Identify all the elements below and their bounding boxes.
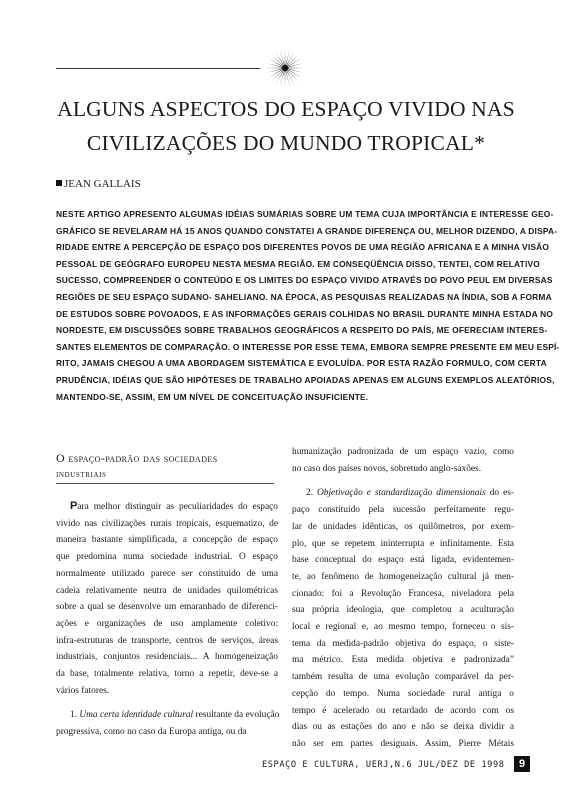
square-bullet-icon [56,180,62,186]
abstract-line: REGIÕES DE SEU ESPAÇO SUDANO- SAHELIANO. NA ÉPOCA, AS PESQUISAS REALIZADAS NA ÍNDIA, SOB A FORMA [56,291,552,302]
abstract-line: NORDESTE, EM DISCUSSÕES SOBRE TRABALHOS GEOGRÁFICOS A RESPEITO DO PAÍS, ME OFERECIAM INTERES- [56,325,548,336]
abstract-line: RIDADE ENTRE A PERCEPÇÃO DE ESPAÇO DOS DIFERENTES POVOS DE UMA REGIÃO AFRICANA E A MINHA VISÃO [56,242,550,253]
text-line: também resulta de uma evolução comparável da per- [292,672,514,683]
text-line: humanização padronizada de um espaço vazio, como [292,447,514,457]
text-line: sua própria ideologia, que completou a aculturação [292,605,514,616]
paragraph-first-line: 2. Objetivação e standardização dimensionais do es- [306,488,514,499]
right-column [292,444,514,753]
paragraph-body [292,502,514,753]
text-line: tempo é acelerado ou retardado de acordo com os [292,705,514,716]
text-line: lar de unidades idênticas, os quilômetros, por exem- [292,521,514,532]
abstract-line: GRÁFICO SE REVELARAM HÁ 15 ANOS QUANDO CONSTATEI A GRANDE DIFERENÇA OU, MELHOR DIZENDO, A DISPA- [56,225,558,236]
paragraph-continuation [292,444,514,477]
text-line: local e regional e, ao mesmo tempo, forneceu o sis- [292,622,514,633]
abstract-line: NESTE ARTIGO APRESENTO ALGUMAS IDÉIAS SUMÁRIAS SOBRE UM TEMA CUJA IMPORTÂNCIA E INTERESSE GEO- [56,209,554,219]
text-line: vários fatores. [56,685,110,696]
abstract [56,206,560,405]
text-line: que predomina numa sociedade industrial. O espaço [56,552,278,563]
paragraph-2-first-line: 1. Uma certa identidade cultural resultante da evolução [70,710,280,721]
text-line: plo, que se repetem ininterrupta e infinitamente. Esta [292,538,514,549]
drop-cap: P [70,500,78,512]
author-name: JEAN GALLAIS [64,178,141,190]
text-line: dias ou as estações do ano e não se deixa dividir a [292,722,514,733]
italic-term: Objetivação e standardização dimensionais [316,488,486,499]
abstract-line: DE ESTUDOS SOBRE POVOADOS, E AS INFORMAÇÕES GERAIS COLHIDAS NO BRASIL DURANTE MINHA ESTADA NO [56,308,554,319]
abstract-line: PRUDÊNCIA, IDÉIAS QUE SÃO HIPÓTESES DE TRABALHO APOIADAS APENAS EM ALGUNS EXEMPLOS ALEATÓRIOS, [56,374,555,385]
paragraph-1 [56,516,278,700]
abstract-line: MANTENDO-SE, ASSIM, EM UM NÍVEL DE CONCEITUAÇÃO INSUFICIENTE. [56,391,369,402]
text-line: sobre a qual se desenvolve um emaranhado de diferenci- [56,602,278,613]
paragraph-first-line: Para melhor distinguir as peculiaridades do espaço [70,500,278,512]
text-line: ma métrico. Esta medida objetiva e padronizada” [292,655,514,666]
text-line: não ser em partes desiguais. Assim, Pierre Métais [292,738,514,749]
author-byline [56,178,141,190]
section-heading-line-2: industriais [56,469,107,480]
text-line: infra-estruturas de transporte, centros de serviços, áreas [56,635,278,646]
abstract-line: RITO, JAMAIS CHEGOU A UMA ABORDAGEM SISTEMÁTICA E EVOLUÍDA. POR ESTA RAZÃO FORMULO, COM CERTA [56,358,547,369]
left-column [56,498,278,741]
text-line: te, ao fenômeno de homogeneização cultural já men- [292,571,514,582]
section-heading-line-1: O espaço-padrão das sociedades [56,451,218,465]
paragraph-2-line: progressiva, como no caso da Europa antiga, ou da [56,727,247,738]
text-line: no caso dos países novos, sobretudo anglo-saxões. [292,463,482,474]
text-line: tema da medida-padrão objetiva do espaço, o siste- [292,638,514,649]
abstract-line: PESSOAL DE GEÓGRAFO EUROPEU NESTA MESMA REGIÃO. EM CONSEQÜÊNCIA DISSO, TENTEI, COM RELATIVO [56,258,540,269]
text-line: cadeia relativamente neutra de unidades quilométricas [56,585,278,596]
abstract-line: SANTES ELEMENTOS DE COMPARAÇÃO. O INTERESSE POR ESSE TEMA, EMBORA SEMPRE PRESENTE EM MEU ESPÍ- [56,341,560,352]
star-ornament-icon [265,48,305,88]
italic-term: Uma certa identidade cultural [79,710,194,721]
section-heading [56,451,272,480]
text-line: da base, totalmente relativa, torno a repetir, deve-se a [56,669,278,680]
article-title-line-1: ALGUNS ASPECTOS DO ESPAÇO VIVIDO NAS [57,97,515,121]
text-line: vivido nas civilizações rurais tropicais, esquematizo, de [56,518,278,529]
text-line: maneira bastante simplificada, a concepção de espaço [56,535,278,546]
text-line: cionado: foi a Revolução Francesa, niveladora pela [292,588,514,599]
section-rule [56,483,274,484]
text-line: ações e organizações de uso amplamente coletivo: [56,618,278,629]
text-line: cepção do tempo. Numa sociedade rural antiga o [292,688,514,699]
page-number: 9 [514,756,530,772]
text-line: paço constituído pela sucessão perfeitamente regu- [292,505,514,516]
article-title-line-2: CIVILIZAÇÕES DO MUNDO TROPICAL* [86,131,486,155]
text-line: base conceptual do espaço está ligada, evidentemen- [292,555,514,566]
journal-footer: ESPAÇO E CULTURA, UERJ,N.6 JUL/DEZ DE 1998 [262,760,505,770]
text-line: industriais, conjuntos residenciais... A homogeneização [56,652,278,663]
text-line: normalmente utilizado parece ser constituído de uma [56,568,278,579]
abstract-line: SUCESSO, COMPREENDER O CONTEÚDO E OS LIMITES DO ESPAÇO VIVIDO ATRAVÉS DO POVO PEUL EM DIVERSAS [56,275,553,286]
header-rule [56,68,260,69]
